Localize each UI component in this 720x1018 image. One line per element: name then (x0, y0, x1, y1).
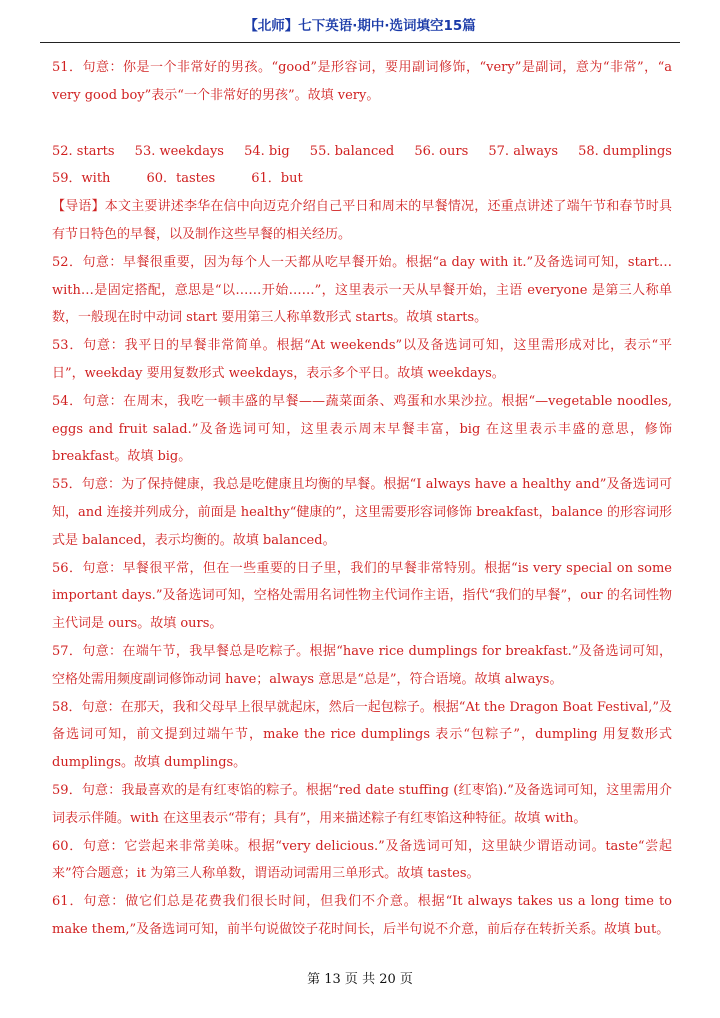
answer-key-row-1 (52, 138, 672, 166)
explanation-53: 53．句意：我平日的早餐非常简单。根据“At weekends”以及备选词可知，这里需形成对比，表示“平日”，weekday 要用复数形式 weekdays，表示多个平日。故填 weekdays。 (52, 338, 672, 381)
answer-54: 54. big (244, 143, 290, 159)
explanation-61: 61．句意：做它们总是花费我们很长时间，但我们不介意。根据“It always takes us a long time to make them,”及备选词可知，前半句说做饺子花时间长，后半句说不介意，前后存在转折关系。故填 but。 (52, 894, 672, 937)
answer-59: 59．with (52, 171, 111, 187)
page-number: 第 13 页 共 20 页 (307, 972, 413, 987)
answer-60: 60．tastes (146, 171, 216, 187)
page-footer (0, 968, 720, 987)
answer-52: 52. starts (52, 143, 115, 159)
page-header (40, 10, 680, 43)
answer-key-row-2 (52, 165, 672, 193)
explanation-58: 58．句意：在那天，我和父母早上很早就起床，然后一起包粽子。根据“At the Dragon Boat Festival,”及备选词可知，前文提到过端午节，make the rice dumplings 表示“包粽子”，dumpling 用复数形式 dumplings。故填 dumplings。 (52, 699, 672, 771)
answer-55: 55. balanced (309, 143, 395, 159)
guide-paragraph: 【导语】本文主要讲述李华在信中向迈克介绍自己平日和周末的早餐情况，还重点讲述了端午节和春节时具有节日特色的早餐，以及制作这些早餐的相关经历。 (52, 199, 672, 242)
spacer (52, 110, 672, 138)
explanation-54: 54．句意：在周末，我吃一顿丰盛的早餐——蔬菜面条、鸡蛋和水果沙拉。根据“—vegetable noodles, eggs and fruit salad.”及备选词可知，这里表示周末早餐丰富，big 在这里表示丰盛的意思，修饰 breakfast。故填 big。 (52, 393, 672, 465)
header-title: 【北师】七下英语·期中·选词填空15篇 (244, 18, 476, 34)
answer-61: 61．but (251, 171, 303, 187)
explanation-51: 51．句意：你是一个非常好的男孩。“good”是形容词，要用副词修饰，“very”是副词，意为“非常”，“a very good boy”表示“一个非常好的男孩”。故填 very。 (52, 60, 672, 103)
answer-58: 58. dumplings (578, 143, 672, 159)
explanation-59: 59．句意：我最喜欢的是有红枣馅的粽子。根据“red date stuffing (红枣馅).”及备选词可知，这里需用介词表示伴随。with 在这里表示“带有；具有”，用来描述粽子有红枣馅这种特征。故填 with。 (52, 782, 672, 826)
answer-53: 53. weekdays (134, 143, 224, 159)
explanation-56: 56．句意：早餐很平常，但在一些重要的日子里，我们的早餐非常特别。根据“is very special on some important days.”及备选词可知，空格处需用名词性物主代词作主语，指代“我们的早餐”，our 的名词性物主代词是 ours。故填 ours。 (52, 560, 672, 632)
explanation-55: 55．句意：为了保持健康，我总是吃健康且均衡的早餐。根据“I always have a healthy and”及备选词可知，and 连接并列成分，前面是 healthy“健康的”，这里需要形容词修饰 breakfast，balance 的形容词形式是 balanced，表示均衡的。故填 balanced。 (52, 477, 672, 548)
answer-content (52, 54, 672, 944)
explanation-52: 52．句意：早餐很重要，因为每个人一天都从吃早餐开始。根据“a day with it.”及备选词可知，start…with…是固定搭配，意思是“以……开始……”，这里表示一天从早餐开始，主语 everyone 是第三人称单数，一般现在时中动词 start 要用第三人称单数形式 starts。故填 starts。 (52, 254, 672, 326)
answer-56: 56. ours (414, 143, 469, 159)
explanation-60: 60．句意：它尝起来非常美味。根据“very delicious.”及备选词可知，这里缺少谓语动词。taste“尝起来”符合题意；it 为第三人称单数，谓语动词需用三单形式。故填 tastes。 (52, 838, 672, 882)
explanation-57: 57．句意：在端午节，我早餐总是吃粽子。根据“have rice dumplings for breakfast.”及备选词可知，空格处需用频度副词修饰动词 have；always 意思是“总是”，符合语境。故填 always。 (52, 643, 672, 687)
answer-57: 57. always (488, 143, 558, 159)
